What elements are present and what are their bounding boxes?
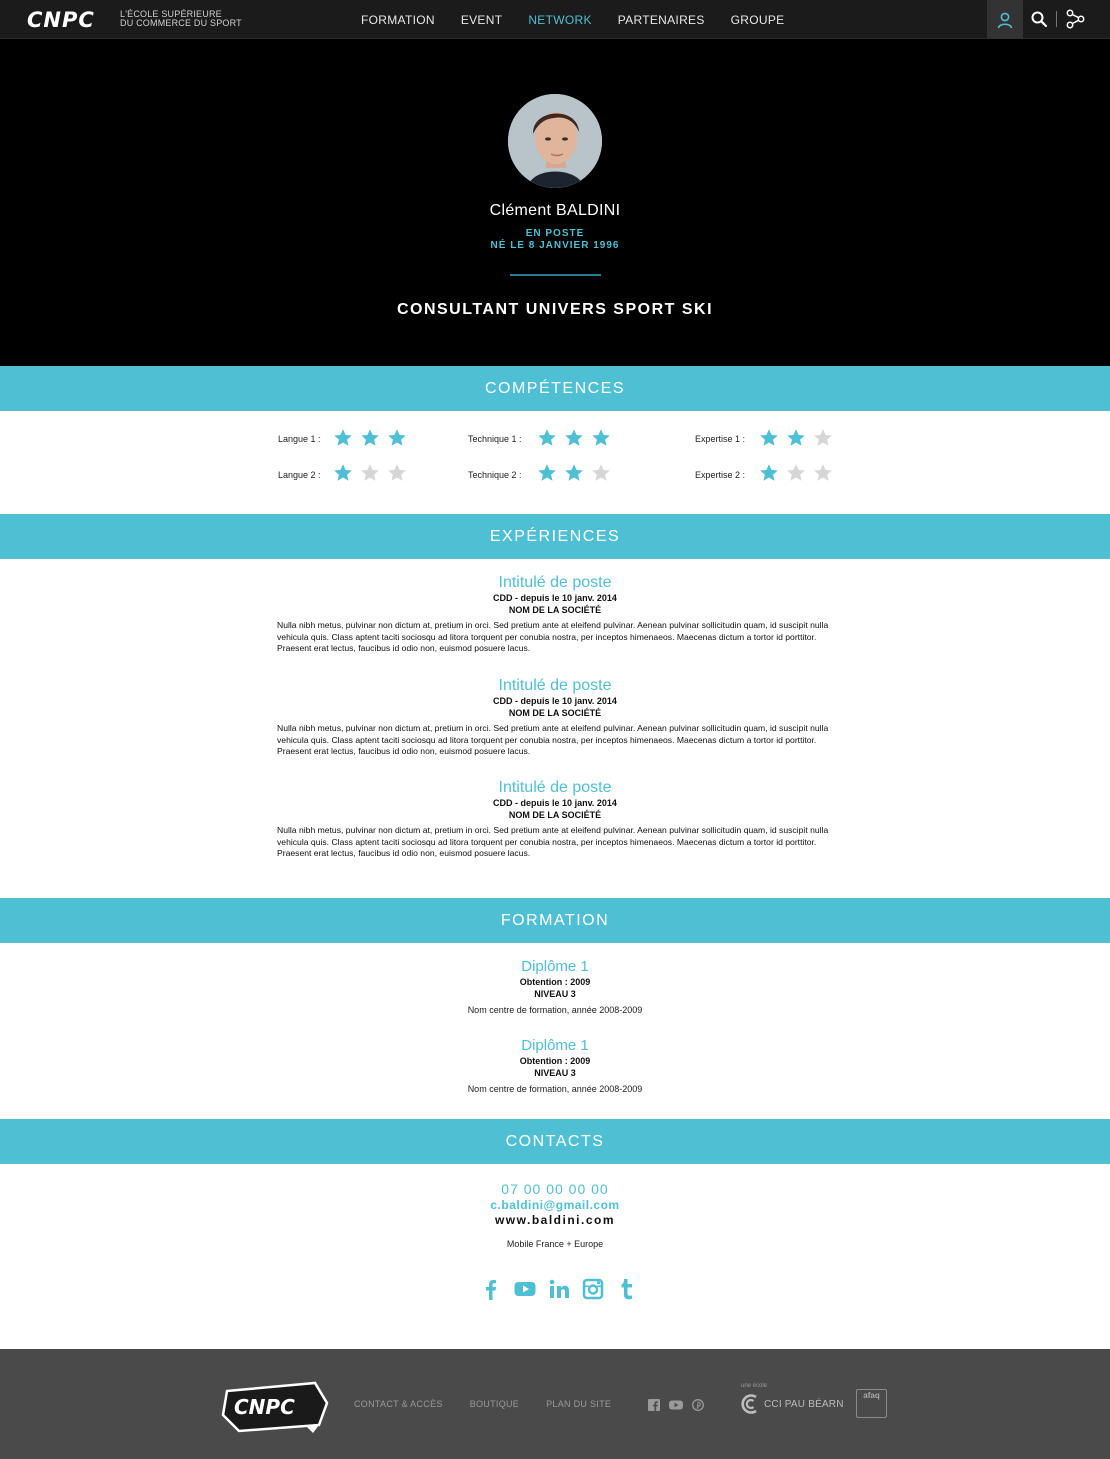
star-filled-icon [786, 428, 806, 448]
menu-item-groupe[interactable]: GROUPE [730, 12, 785, 27]
youtube-icon[interactable] [514, 1278, 536, 1300]
skill-label: Langue 1 : [278, 434, 321, 444]
user-button[interactable] [987, 0, 1023, 39]
experience-description: Nulla nibh metus, pulvinar non dictum at, pretium in orci. Sed pretium ante at eleifend pulvinar. Aenean pulvinar sollicitudin quam, id suscipit nulla vehicula quis. Class aptent taciti sociosqu ad litora torquent per conubia nostra, per inceptos himenaeos. Maecenas dictum a tortor id porttitor. Praesent erat lectus, faucibus id odio non, euismod posuere lacus. [277, 620, 829, 653]
diploma-level: NIVEAU 3 [534, 1068, 576, 1078]
star-filled-icon [387, 428, 407, 448]
cnpc-logo[interactable]: CNPC [27, 8, 95, 32]
section-header-formation: FORMATION [0, 898, 1110, 943]
experience-item [277, 677, 833, 758]
experience-item [277, 779, 833, 860]
footer-link-boutique[interactable]: BOUTIQUE [469, 1399, 520, 1409]
star-empty-icon [786, 463, 806, 483]
star-empty-icon [813, 428, 833, 448]
tagline-line-2: DU COMMERCE DU SPORT [120, 18, 242, 28]
skill-label: Expertise 1 : [695, 434, 746, 444]
formation-item [0, 958, 1110, 1016]
contact-details [0, 1180, 1110, 1250]
diploma-year: Obtention : 2009 [519, 977, 591, 987]
profile-hero [0, 39, 1110, 366]
hero-divider [510, 274, 601, 276]
star-filled-icon [360, 428, 380, 448]
contact-email[interactable]: c.baldini@gmail.com [490, 1198, 620, 1212]
footer-link-contact[interactable]: CONTACT & ACCÈS [354, 1399, 443, 1409]
star-filled-icon [564, 463, 584, 483]
experience-title: Intitulé de poste [498, 677, 612, 694]
section-header-skills: COMPÉTENCES [0, 366, 1110, 411]
experience-item [277, 574, 833, 655]
avatar [508, 94, 602, 188]
skill-row [695, 428, 745, 450]
menu-item-event[interactable]: EVENT [460, 12, 503, 27]
profile-name: Clément BALDINI [489, 202, 621, 219]
cci-caption: une école [741, 1383, 768, 1389]
facebook-icon[interactable] [480, 1278, 502, 1300]
star-empty-icon [813, 463, 833, 483]
site-footer [0, 1349, 1110, 1459]
menu-item-formation[interactable]: FORMATION [361, 12, 435, 27]
experience-company: NOM DE LA SOCIÉTÉ [508, 708, 602, 718]
training-centre: Nom centre de formation, année 2008-2009 [467, 1084, 643, 1094]
instagram-icon[interactable] [582, 1278, 604, 1300]
search-icon[interactable] [1030, 10, 1048, 28]
star-empty-icon [387, 463, 407, 483]
experience-company: NOM DE LA SOCIÉTÉ [508, 810, 602, 820]
diploma-title: Diplôme 1 [521, 1037, 589, 1054]
experience-description: Nulla nibh metus, pulvinar non dictum at, pretium in orci. Sed pretium ante at eleifend pulvinar. Aenean pulvinar sollicitudin quam, id suscipit nulla vehicula quis. Class aptent taciti sociosqu ad litora torquent per conubia nostra, per inceptos himenaeos. Maecenas dictum a tortor id porttitor. Praesent erat lectus, faucibus id odio non, euismod posuere lacus. [277, 723, 829, 756]
afaq-label: afaq [863, 1391, 880, 1400]
footer-link-sitemap[interactable]: PLAN DU SITE [546, 1399, 612, 1409]
skill-row [278, 464, 321, 486]
logo-tagline [120, 10, 242, 28]
main-menu [348, 0, 797, 39]
footer-logo[interactable] [221, 1381, 329, 1433]
footer-links [354, 1399, 638, 1409]
contact-zone: Mobile France + Europe [506, 1239, 604, 1249]
experience-title: Intitulé de poste [498, 574, 612, 591]
experience-contract: CDD - depuis le 10 janv. 2014 [493, 593, 617, 603]
star-filled-icon [333, 463, 353, 483]
skill-label: Technique 2 : [468, 470, 522, 480]
youtube-icon[interactable] [669, 1399, 683, 1411]
tumblr-icon[interactable] [616, 1278, 638, 1300]
menu-item-partenaires[interactable]: PARTENAIRES [617, 12, 705, 27]
diploma-level: NIVEAU 3 [534, 989, 576, 999]
star-filled-icon [537, 428, 557, 448]
footer-logo-text: CNPC [234, 1395, 295, 1419]
menu-item-network[interactable]: NETWORK [528, 12, 592, 27]
pinterest-icon[interactable] [692, 1399, 704, 1411]
job-title: CONSULTANT UNIVERS SPORT SKI [396, 301, 714, 318]
contact-phone[interactable]: 07 00 00 00 00 [501, 1181, 609, 1197]
experience-description: Nulla nibh metus, pulvinar non dictum at, pretium in orci. Sed pretium ante at eleifend pulvinar. Aenean pulvinar sollicitudin quam, id suscipit nulla vehicula quis. Class aptent taciti sociosqu ad litora torquent per conubia nostra, per inceptos himenaeos. Maecenas dictum a tortor id porttitor. Praesent erat lectus, faucibus id odio non, euismod posuere lacus. [277, 825, 829, 858]
skill-row [468, 464, 522, 486]
contact-socials [480, 1278, 650, 1300]
experience-company: NOM DE LA SOCIÉTÉ [508, 605, 602, 615]
skill-stars [333, 463, 414, 483]
share-icon[interactable] [1065, 9, 1085, 29]
user-icon [996, 11, 1014, 29]
cci-logo[interactable] [740, 1393, 844, 1415]
afaq-badge [856, 1389, 887, 1418]
skill-row [278, 428, 321, 450]
profile-photo [508, 94, 602, 188]
contact-website[interactable]: www.baldini.com [494, 1213, 616, 1227]
skill-row [468, 428, 522, 450]
cci-icon [740, 1393, 760, 1415]
training-centre: Nom centre de formation, année 2008-2009 [467, 1005, 643, 1015]
star-filled-icon [759, 428, 779, 448]
star-empty-icon [360, 463, 380, 483]
employment-status: EN POSTE [525, 228, 585, 239]
tagline-line-1: L'ÉCOLE SUPÉRIEURE [120, 9, 222, 19]
section-header-experiences: EXPÉRIENCES [0, 514, 1110, 559]
experience-contract: CDD - depuis le 10 janv. 2014 [493, 696, 617, 706]
skill-stars [537, 463, 618, 483]
top-nav [0, 0, 1110, 39]
birth-date: NÉ LE 8 JANVIER 1996 [490, 240, 620, 251]
skill-stars [759, 428, 840, 448]
experience-title: Intitulé de poste [498, 779, 612, 796]
star-filled-icon [537, 463, 557, 483]
diploma-year: Obtention : 2009 [519, 1056, 591, 1066]
skill-stars [537, 428, 618, 448]
star-filled-icon [333, 428, 353, 448]
formation-item [0, 1037, 1110, 1095]
star-filled-icon [591, 428, 611, 448]
star-empty-icon [591, 463, 611, 483]
skill-stars [333, 428, 414, 448]
experience-contract: CDD - depuis le 10 janv. 2014 [493, 798, 617, 808]
linkedin-icon[interactable] [548, 1278, 570, 1300]
diploma-title: Diplôme 1 [521, 958, 589, 975]
section-header-contacts: CONTACTS [0, 1119, 1110, 1164]
skill-row [695, 464, 745, 486]
nav-separator [1056, 11, 1057, 27]
star-filled-icon [564, 428, 584, 448]
facebook-icon[interactable] [648, 1399, 660, 1411]
profile-status [0, 228, 1110, 252]
skill-label: Expertise 2 : [695, 470, 746, 480]
star-filled-icon [759, 463, 779, 483]
skill-label: Langue 2 : [278, 470, 321, 480]
footer-socials [648, 1399, 713, 1411]
cci-name: CCI PAU BÉARN [764, 1398, 844, 1410]
skill-label: Technique 1 : [468, 434, 522, 444]
skill-stars [759, 463, 840, 483]
